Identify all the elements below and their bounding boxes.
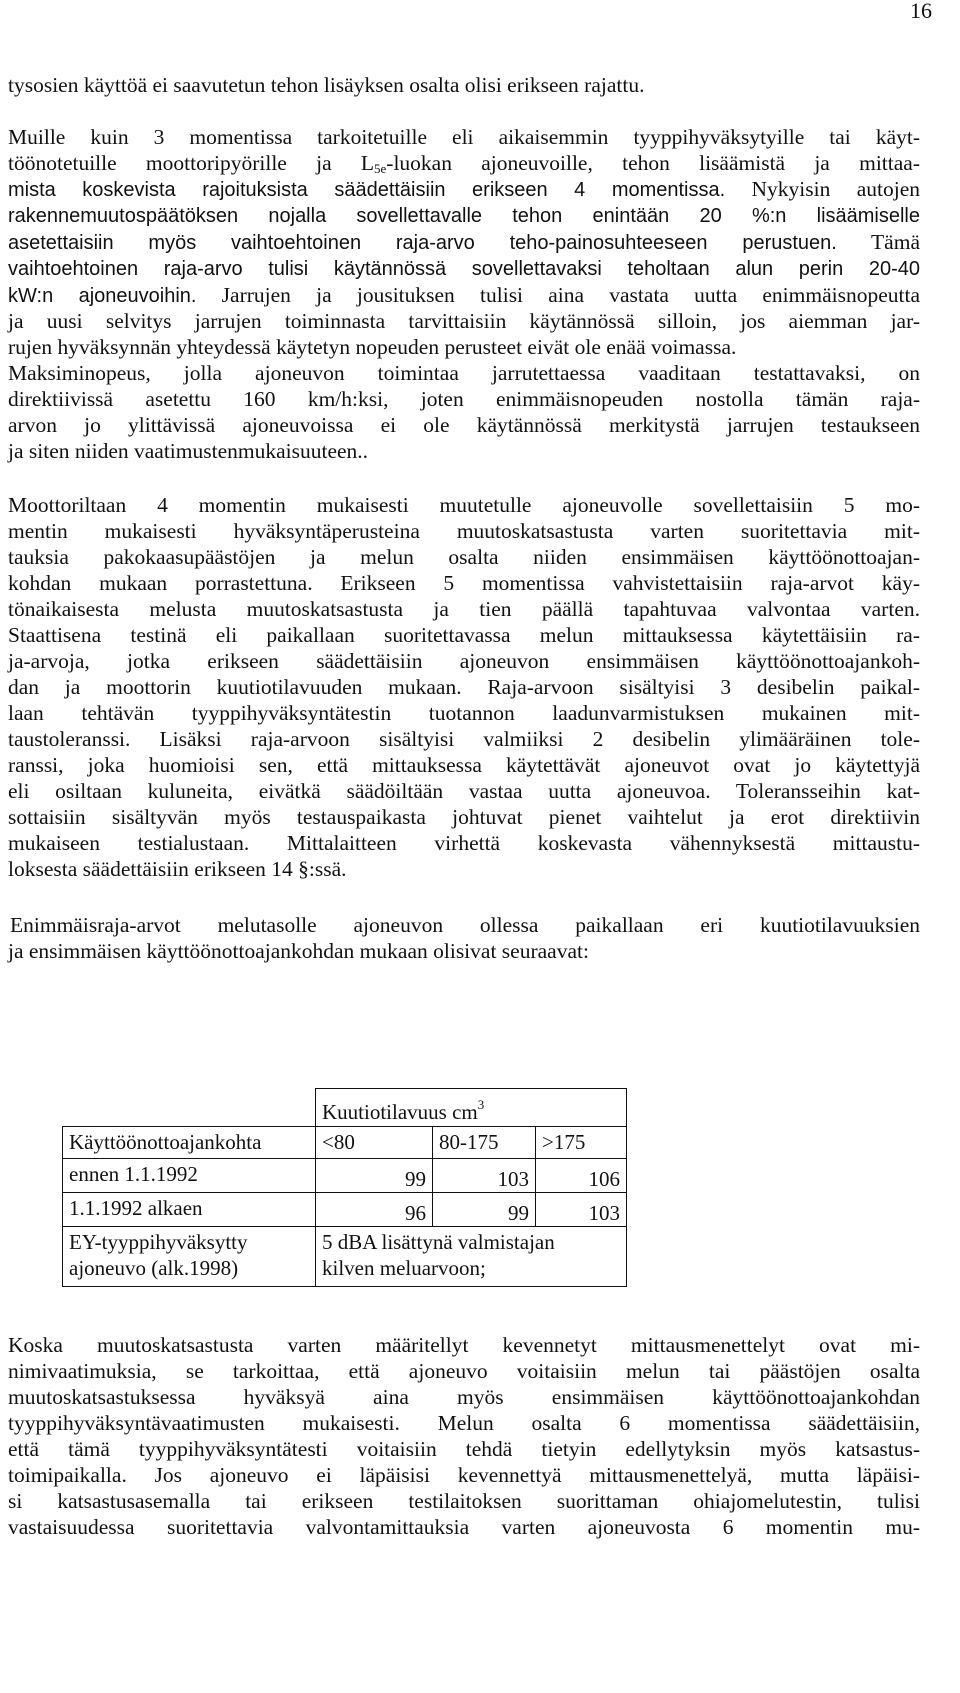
table-group-header [316, 1089, 627, 1127]
table-cell: 103 [536, 1193, 627, 1227]
text-line: tysosien käyttöä ei saavutetun tehon lisäyksen osalta olisi erikseen rajattu. [8, 73, 645, 97]
text-span: -luokan ajoneuvoille, tehon lisäämistä ja mittaa- [386, 151, 920, 175]
table-row [63, 1227, 627, 1287]
text-line: laan tehtävän tyyppihyväksyntätestin tuotannon laadunvarmistuksen mukainen mit- [8, 701, 920, 725]
text-line: Moottoriltaan 4 momentin mukaisesti muutetulle ajoneuvolle sovellettaisiin 5 mo- [8, 493, 920, 517]
text-line [8, 282, 920, 309]
text-span: asetettaisiin myös vaihtoehtoinen raja-arvo teho-painosuhteeseen perustuen. [8, 232, 837, 254]
noise-limit-table [62, 1088, 627, 1287]
text-line: rakennemuutospäätöksen nojalla sovellettavalle tehon enintään 20 %:n lisäämiselle [8, 205, 920, 227]
text-line: Muille kuin 3 momentissa tarkoitetuille eli aikaisemmin tyyppihyväksytyille tai käyt- [8, 125, 920, 149]
table-cell: 103 [433, 1159, 536, 1193]
text-line: Enimmäisraja-arvot melutasolle ajoneuvon ollessa paikallaan eri kuutiotilavuuksien [10, 913, 920, 937]
text-line: sottaisiin sisältyvän myös testauspaikasta johtuvat pienet vaihtelut ja erot direktiivin [8, 805, 920, 829]
table-header: 80-175 [433, 1127, 536, 1159]
text-span: Jarrujen ja jousituksen tulisi aina vastata uutta enimmäisnopeutta [196, 283, 921, 307]
text-line: loksesta säädettäisiin erikseen 14 §:ssä. [8, 857, 347, 881]
text-line: ranssi, joka huomioisi sen, että mittauksessa käytettävät ajoneuvot ovat jo käytettyjä [8, 753, 920, 777]
subscript: 5e [374, 161, 387, 176]
table-row [63, 1159, 627, 1193]
table-cell: 96 [316, 1193, 433, 1227]
text-line: että tämä tyyppihyväksyntätesti voitaisiin tehdä tietyin edellytyksin myös katsastus- [8, 1437, 920, 1461]
cell-text: kilven meluarvoon; [322, 1256, 486, 1280]
cell-text: 5 dBA lisättynä valmistajan [322, 1230, 555, 1254]
page-number: 16 [910, 0, 932, 23]
table-header: Käyttöönottoajankohta [63, 1127, 316, 1159]
text-line: tyyppihyväksyntävaatimusten mukaisesti. Melun osalta 6 momentissa säädettäisiin, [8, 1411, 920, 1435]
text-line: mentin mukaisesti hyväksyntäperusteina muutoskatsastusta varten suoritettavia mit- [8, 519, 920, 543]
text-span: Nykyisin autojen [725, 177, 921, 201]
table-header: <80 [316, 1127, 433, 1159]
text-line: nimivaatimuksia, se tarkoittaa, että ajoneuvo voitaisiin melun tai päästöjen osalta [8, 1359, 920, 1383]
table-cell: 99 [433, 1193, 536, 1227]
text-line: kohdan mukaan porrastettuna. Erikseen 5 momentissa vahvistettaisiin raja-arvot käy- [8, 571, 920, 595]
text-line: si katsastusasemalla tai erikseen testilaitoksen suorittaman ohiajomelutestin, tulisi [8, 1489, 920, 1513]
table-header: >175 [536, 1127, 627, 1159]
table-cell: 99 [316, 1159, 433, 1193]
text-line: tauksia pakokaasupäästöjen ja melun osalta niiden ensimmäisen käyttöönottoajan- [8, 545, 920, 569]
text-span: mista koskevista rajoituksista säädettäisiin erikseen 4 momentissa. [8, 179, 726, 201]
text-span: Tämä [836, 230, 920, 254]
text-line: arvon jo ylittävissä ajoneuvoissa ei ole käytännössä merkitystä jarrujen testaukseen [8, 413, 920, 437]
text-line: rujen hyväksynnän yhteydessä käytetyn nopeuden perusteet eivät ole enää voimassa. [8, 335, 737, 359]
text-line: vastaisuudessa suoritettavia valvontamittauksia varten ajoneuvosta 6 momentin mu- [8, 1515, 920, 1539]
cell-text: EY-tyyppihyväksytty [69, 1230, 248, 1254]
table-cell: ennen 1.1.1992 [63, 1159, 316, 1193]
text-line: toimipaikalla. Jos ajoneuvo ei läpäisisi kevennettyä mittausmenettelyä, mutta läpäisi- [8, 1463, 920, 1487]
text-line [8, 176, 920, 203]
text-line: vaihtoehtoinen raja-arvo tulisi käytännössä sovellettavaksi teholtaan alun perin 20-40 [8, 258, 920, 280]
table-cell [63, 1089, 316, 1127]
text-line: Maksiminopeus, jolla ajoneuvon toimintaa jarrutettaessa vaaditaan testattavaksi, on [8, 361, 920, 385]
table-cell [63, 1227, 316, 1287]
text-line: mukaiseen testialustaan. Mittalaitteen virhettä koskevasta vähennyksestä mittaustu- [8, 831, 920, 855]
text-line: muutoskatsastuksessa hyväksyä aina myös ensimmäisen käyttöönottoajankohdan [8, 1385, 920, 1409]
table-row [63, 1193, 627, 1227]
group-header-text: Kuutiotilavuus cm [322, 1100, 478, 1124]
text-line: eli osiltaan kuluneita, eivätkä säädöiltään vastaa uutta ajoneuvoa. Toleransseihin kat- [8, 779, 920, 803]
table-cell: 1.1.1992 alkaen [63, 1193, 316, 1227]
text-line: ja uusi selvitys jarrujen toiminnasta tarvittaisiin käytännössä silloin, jos aiemman jar- [8, 309, 920, 333]
text-span: töönotetuille moottoripyörille ja L [8, 151, 374, 175]
text-line: direktiivissä asetettu 160 km/h:ksi, joten enimmäisnopeuden nostolla tämän raja- [8, 387, 920, 411]
table-cell [316, 1227, 627, 1287]
text-line [8, 229, 920, 256]
text-line: Koska muutoskatsastusta varten määritellyt kevennetyt mittausmenettelyt ovat mi- [8, 1333, 920, 1357]
text-line: Staattisena testinä eli paikallaan suoritettavassa melun mittauksessa käytettäisiin ra- [8, 623, 920, 647]
text-line: tönaikaisesta melusta muutoskatsastusta ja tien päällä tapahtuvaa valvontaa varten. [8, 597, 920, 621]
text-line: ja siten niiden vaatimustenmukaisuuteen.. [8, 439, 369, 463]
text-line: ja ensimmäisen käyttöönottoajankohdan mukaan olisivat seuraavat: [8, 939, 589, 963]
text-line: ja-arvoja, jotka erikseen säädettäisiin ajoneuvon ensimmäisen käyttöönottoajankoh- [8, 649, 920, 673]
superscript: 3 [477, 1097, 485, 1112]
text-line [8, 150, 920, 176]
text-line: taustoleranssi. Lisäksi raja-arvoon sisältyisi valmiiksi 2 desibelin ylimääräinen tole- [8, 727, 920, 751]
text-span: kW:n ajoneuvoihin. [8, 285, 197, 307]
text-line: dan ja moottorin kuutiotilavuuden mukaan. Raja-arvoon sisältyisi 3 desibelin paikal- [8, 675, 920, 699]
table-cell: 106 [536, 1159, 627, 1193]
cell-text: ajoneuvo (alk.1998) [69, 1256, 239, 1280]
